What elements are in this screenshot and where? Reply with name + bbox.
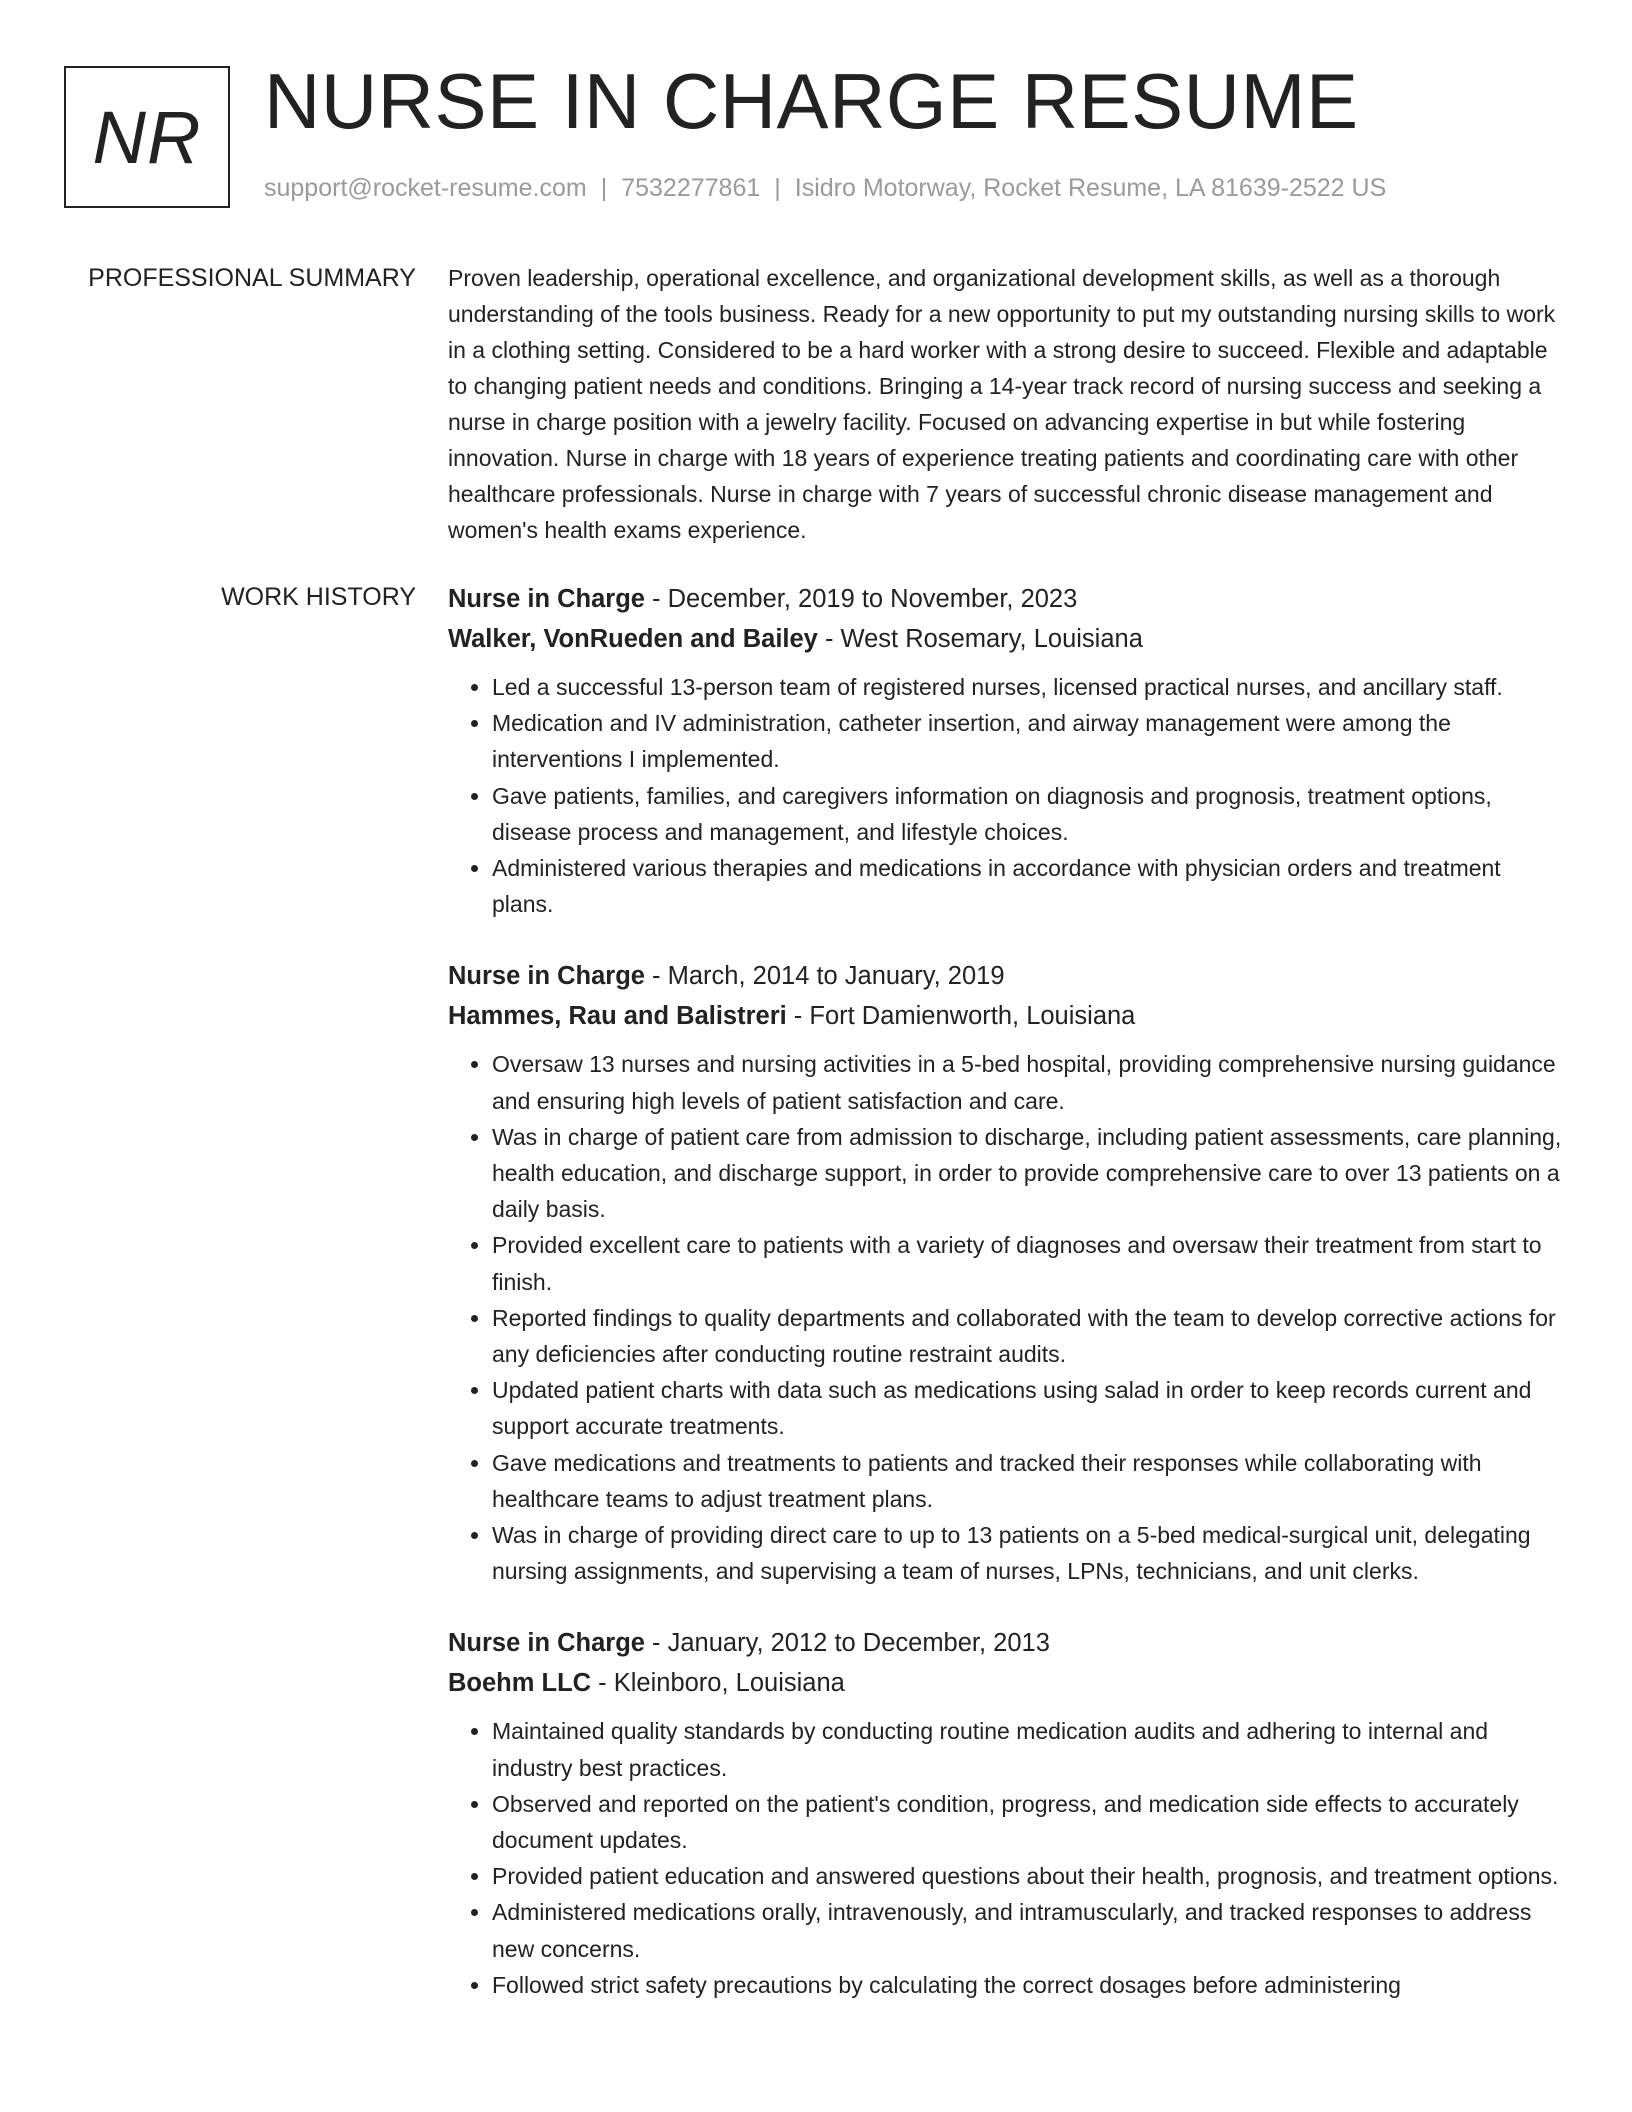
job-company-line bbox=[448, 996, 1564, 1036]
initials-text: NR bbox=[92, 95, 202, 179]
job-company: Walker, VonRueden and Bailey bbox=[448, 625, 818, 653]
job-bullet-item: • Was in charge of providing direct care to up to 13 patients on a 5-bed medical-surgical unit, delegating nursing assignments, and supervising a team of nurses, LPNs, technicians, and unit clerks. bbox=[492, 1517, 1564, 1589]
job-company-line bbox=[448, 1663, 1564, 1703]
job-bullet-item: • Oversaw 13 nurses and nursing activities in a 5-bed hospital, providing comprehensive nursing guidance and ensuring high levels of patient satisfaction and care. bbox=[492, 1046, 1564, 1118]
initials-monogram bbox=[64, 66, 230, 208]
contact-address: Isidro Motorway, Rocket Resume, LA 81639-2522 US bbox=[794, 174, 1387, 202]
job-bullets bbox=[448, 669, 1564, 922]
job-bullet-item: • Was in charge of patient care from admission to discharge, including patient assessments, care planning, health education, and discharge support, in order to provide comprehensive care to over 13 patients on a daily basis. bbox=[492, 1119, 1564, 1228]
job-bullet-item: • Followed strict safety precautions by calculating the correct dosages before administering bbox=[492, 1967, 1564, 2003]
job-bullets bbox=[448, 1046, 1564, 1589]
contact-separator: | bbox=[774, 174, 781, 202]
job-bullet-item: • Gave medications and treatments to patients and tracked their responses while collaborating with healthcare teams to adjust treatment plans. bbox=[492, 1445, 1564, 1517]
job-title: Nurse in Charge bbox=[448, 585, 645, 613]
job-dates: - January, 2012 to December, 2013 bbox=[644, 1629, 1050, 1658]
job-title-line bbox=[448, 956, 1564, 996]
section-label-work-history: WORK HISTORY bbox=[221, 583, 416, 611]
job-title-line bbox=[448, 579, 1564, 619]
job-location: - West Rosemary, Louisiana bbox=[817, 625, 1143, 653]
job-location: - Fort Damienworth, Louisiana bbox=[786, 1002, 1136, 1031]
job-bullet-item: • Led a successful 13-person team of registered nurses, licensed practical nurses, and ancillary staff. bbox=[492, 669, 1564, 705]
job-bullet-item: • Administered medications orally, intravenously, and intramuscularly, and tracked responses to address new concerns. bbox=[492, 1894, 1564, 1966]
section-label-summary: PROFESSIONAL SUMMARY bbox=[88, 264, 416, 292]
job-bullet-item: • Maintained quality standards by conducting routine medication audits and adhering to internal and industry best practices. bbox=[492, 1713, 1564, 1785]
job-bullets bbox=[448, 1713, 1564, 2003]
contact-phone[interactable]: 7532277861 bbox=[621, 174, 761, 202]
job-company-line bbox=[448, 619, 1564, 659]
job-bullet-item: • Observed and reported on the patient's condition, progress, and medication side effects to accurately document updates. bbox=[492, 1786, 1564, 1858]
job-company: Boehm LLC bbox=[448, 1669, 592, 1698]
job-title: Nurse in Charge bbox=[448, 1629, 645, 1658]
job-title-line bbox=[448, 1623, 1564, 1663]
job-dates: - March, 2014 to January, 2019 bbox=[644, 962, 1005, 991]
job-bullet-item: • Provided excellent care to patients with a variety of diagnoses and oversaw their treatment from start to finish. bbox=[492, 1227, 1564, 1299]
contact-email[interactable]: support@rocket-resume.com bbox=[264, 174, 587, 202]
job-entry bbox=[448, 579, 1564, 922]
job-bullet-item: • Provided patient education and answered questions about their health, prognosis, and treatment options. bbox=[492, 1858, 1564, 1894]
work-history-body bbox=[448, 579, 1564, 2037]
job-bullet-item: • Updated patient charts with data such as medications using salad in order to keep records current and support accurate treatments. bbox=[492, 1372, 1564, 1444]
job-bullet-item: • Reported findings to quality departments and collaborated with the team to develop corrective actions for any deficiencies after conducting routine restraint audits. bbox=[492, 1300, 1564, 1372]
summary-text: Proven leadership, operational excellence, and organizational development skills, as well as a thorough understanding of the tools business. Ready for a new opportunity to put my outstanding nursing skills to work in a clothing setting. Considered to be a hard worker with a strong desire to succeed. Flexible and adaptable to changing patient needs and conditions. Bringing a 14-year track record of nursing success and seeking a nurse in charge position with a jewelry facility. Focused on advancing expertise in but while fostering innovation. Nurse in charge with 18 years of experience treating patients and coordinating care with other healthcare professionals. Nurse in charge with 7 years of successful chronic disease management and women's health exams experience. bbox=[448, 265, 1556, 543]
job-bullet-item: • Medication and IV administration, catheter insertion, and airway management were among the interventions I implemented. bbox=[492, 705, 1564, 777]
job-title: Nurse in Charge bbox=[448, 962, 645, 991]
resume-title: NURSE IN CHARGE RESUME bbox=[264, 57, 1359, 145]
contact-line bbox=[264, 174, 1386, 203]
job-dates: - December, 2019 to November, 2023 bbox=[644, 585, 1078, 613]
job-bullet-item: • Administered various therapies and medications in accordance with physician orders and treatment plans. bbox=[492, 850, 1564, 922]
job-entry bbox=[448, 956, 1564, 1589]
job-bullet-item: • Gave patients, families, and caregivers information on diagnosis and prognosis, treatment options, disease process and management, and lifestyle choices. bbox=[492, 778, 1564, 850]
summary-body bbox=[448, 260, 1564, 548]
job-company: Hammes, Rau and Balistreri bbox=[448, 1002, 787, 1031]
job-location: - Kleinboro, Louisiana bbox=[591, 1669, 845, 1698]
job-entry bbox=[448, 1623, 1564, 2003]
contact-separator: | bbox=[600, 174, 608, 202]
